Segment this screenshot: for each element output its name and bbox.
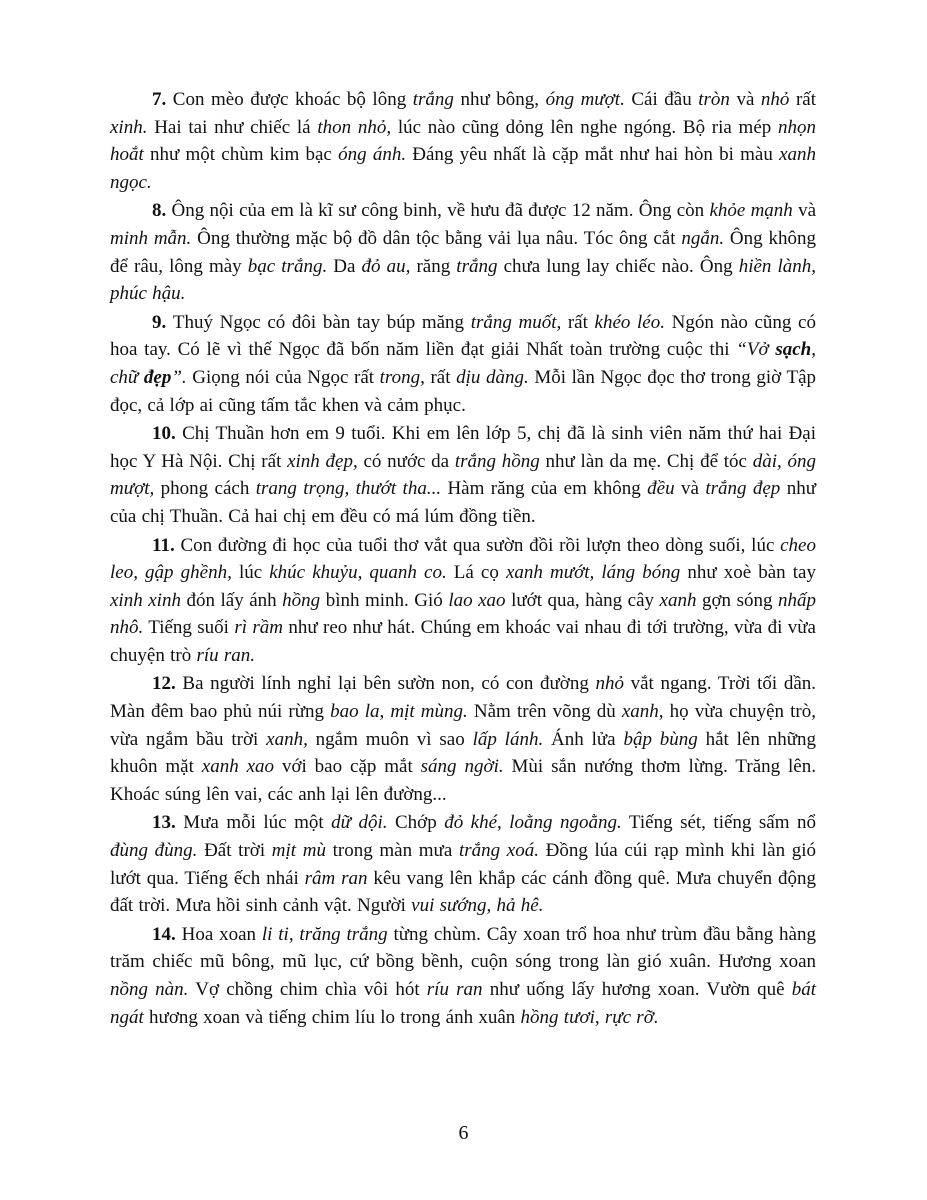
text-segment: như làn da mẹ. Chị để tóc — [539, 450, 753, 472]
paragraph-number: 11. — [152, 534, 181, 556]
paragraph — [110, 86, 816, 196]
text-segment: bát ngát — [110, 979, 816, 1028]
paragraph — [110, 921, 816, 1031]
text-segment: khỏe mạnh — [709, 200, 793, 222]
text-segment: cheo leo, gập ghềnh, — [110, 534, 816, 584]
text-segment: Mỗi lần Ngọc đọc thơ trong giờ Tập đọc, cả lớp ai cũng tấm tắc khen và cảm phục. — [110, 366, 817, 416]
paragraph-number: 10. — [152, 423, 183, 445]
text-segment: từng chùm. Cây xoan trổ hoa như trùm đầu bằng hàng trăm chiếc mũ bông, mũ lục, cứ bồng bềnh, cuộn sóng trong làn gió xuân. Hương xoan — [110, 923, 816, 973]
text-segment: kêu vang lên khắp các cánh đồng quê. Mưa chuyển động đất trời. Mưa hồi sinh cảnh vật. Người — [110, 867, 816, 917]
text-segment: đều — [647, 478, 675, 500]
text-segment: trắng — [412, 89, 454, 110]
text-segment: như reo như hát. Chúng em khoác vai nhau đi tới trường, vừa đi vừa chuyện trò — [110, 617, 816, 666]
text-segment: lao xao — [448, 589, 506, 611]
text-segment: Ông nội của em là kĩ sư công binh, về hưu đã được 12 năm. Ông còn — [171, 200, 710, 222]
text-segment: lúc nào cũng dỏng lên nghe ngóng. Bộ ria mép — [391, 116, 778, 138]
text-segment: xinh xinh — [110, 589, 181, 611]
text-segment: Nằm trên võng dù — [467, 701, 622, 723]
text-segment: vui sướng, hả hê. — [411, 895, 544, 917]
text-segment: xinh đẹp, — [287, 450, 358, 472]
text-segment: Ngón nào cũng có hoa tay. Có lẽ vì thế Ngọc đã bốn năm liền đạt giải Nhất toàn trường cuộc thi — [110, 311, 816, 361]
text-segment: ríu ran. — [196, 644, 256, 666]
text-segment: răng — [410, 255, 457, 277]
text-segment: chưa lung lay chiếc nào. Ông — [497, 255, 739, 277]
text-segment: như uống lấy hương xoan. Vườn quê — [482, 979, 792, 1000]
text-segment: xanh mướt, láng bóng — [505, 562, 681, 584]
text-segment: rì rầm — [234, 617, 283, 639]
text-segment: Mùi sắn nướng thơm lừng. Trăng lên. Khoác súng lên vai, các anh lại lên đường... — [110, 756, 816, 805]
text-segment: và — [792, 200, 817, 222]
text-segment: khúc khuỷu, quanh co. — [269, 562, 447, 584]
text-segment: đón lấy ánh — [180, 589, 283, 611]
paragraph — [110, 309, 816, 419]
text-segment: rất — [561, 311, 595, 333]
text-segment: Hàm răng của em không — [441, 478, 648, 500]
text-segment: trắng hồng — [454, 450, 540, 472]
paragraph — [110, 670, 816, 808]
text-segment: sạch — [775, 339, 812, 361]
text-segment: đùng đùng. — [110, 840, 198, 862]
text-segment: Vợ chồng chim chìa vôi hót — [188, 979, 427, 1000]
text-segment: Chớp — [387, 812, 445, 834]
text-segment: Mưa mỗi lúc một — [183, 812, 332, 834]
paragraph — [110, 809, 816, 919]
text-segment: và — [674, 478, 706, 500]
text-segment: trắng muốt, — [470, 311, 562, 333]
paragraph — [110, 532, 816, 670]
text-segment: hương xoan và tiếng chim líu lo trong ánh xuân — [143, 1006, 521, 1028]
text-segment: ngắm muôn vì sao — [307, 728, 473, 750]
text-segment: , chữ — [110, 339, 816, 388]
text-segment: đẹp — [143, 366, 172, 388]
text-segment: bình minh. Gió — [320, 589, 449, 611]
text-segment: tròn — [698, 89, 730, 110]
text-segment: bạc trắng. — [247, 255, 328, 277]
paragraph-number: 7. — [152, 89, 173, 110]
text-segment: xinh. — [110, 116, 148, 138]
text-segment: như bông, — [453, 89, 546, 110]
text-segment: Lá cọ — [446, 562, 506, 584]
paragraph — [110, 420, 816, 530]
text-segment: rất — [789, 89, 816, 110]
text-segment: xanh, — [621, 701, 664, 723]
text-segment: Con mèo được khoác bộ lông — [172, 89, 413, 110]
text-segment: dữ dội. — [331, 812, 388, 834]
text-segment: óng mượt. — [545, 89, 625, 110]
text-segment: xanh — [659, 589, 697, 611]
text-segment: sáng ngời. — [420, 756, 504, 778]
text-segment: hồng tươi, rực rỡ. — [520, 1006, 659, 1028]
text-segment: phong cách — [154, 478, 256, 500]
text-segment: li ti, trăng trắng — [261, 923, 388, 945]
text-segment: bập bùng — [623, 728, 698, 750]
document-body — [110, 86, 816, 1032]
text-segment: râm ran — [304, 867, 368, 889]
text-segment: mịt mù — [271, 840, 326, 862]
text-segment: như xoè bàn tay — [680, 562, 816, 584]
text-segment: trắng xoá. — [458, 840, 539, 862]
text-segment: Ông không để râu, lông mày — [110, 227, 816, 277]
text-segment: Tiếng suối — [143, 617, 235, 639]
text-segment: Ánh lửa — [543, 728, 624, 750]
text-segment: xanh, — [266, 728, 308, 750]
text-segment: óng ánh. — [338, 144, 407, 166]
text-segment: Tiếng sét, tiếng sấm nổ — [621, 812, 816, 834]
text-segment: Đất trời — [197, 840, 272, 862]
text-segment: trắng — [456, 255, 498, 277]
text-segment: Đáng yêu nhất là cặp mắt như hai hòn bi màu — [406, 144, 780, 166]
text-segment: trắng đẹp — [705, 478, 781, 500]
text-segment: bao la, mịt mùng. — [330, 701, 468, 723]
text-segment: hiền lành, phúc hậu. — [110, 255, 817, 305]
text-segment: có nước da — [357, 450, 455, 472]
text-segment: Da — [327, 255, 362, 277]
paragraph-number: 9. — [152, 311, 173, 333]
text-segment: Thuý Ngọc có đôi bàn tay búp măng — [172, 311, 471, 333]
paragraph-number: 14. — [152, 923, 182, 945]
text-segment: nhọn hoắt — [110, 116, 816, 166]
text-segment: Ông thường mặc bộ đồ dân tộc bằng vải lụa nâu. Tóc ông cắt — [191, 227, 682, 249]
text-segment: lướt qua, hàng cây — [505, 589, 660, 611]
text-segment: đỏ khé, loằng ngoằng. — [444, 812, 622, 834]
text-segment: khéo léo. — [594, 311, 665, 333]
text-segment: thon nhỏ, — [317, 116, 392, 138]
text-segment: xanh ngọc. — [110, 144, 816, 193]
text-segment: như của chị Thuần. Cả hai chị em đều có má lúm đồng tiền. — [110, 478, 816, 527]
text-segment: trong màn mưa — [325, 840, 459, 862]
text-segment: với bao cặp mắt — [274, 756, 421, 778]
text-segment: nhỏ — [760, 89, 790, 110]
text-segment: dài, óng mượt, — [110, 450, 816, 500]
text-segment: lúc — [231, 562, 270, 584]
text-segment: Đồng lúa cúi rạp mình khi làn gió lướt qua. Tiếng ếch nhái — [110, 840, 817, 889]
page-number: 6 — [458, 1122, 469, 1144]
text-segment: họ vừa chuyện trò, vừa ngắm bầu trời — [110, 701, 817, 750]
text-segment: Giọng nói của Ngọc rất — [186, 366, 380, 388]
text-segment: minh mẫn. — [110, 227, 192, 249]
text-segment: như một chùm kim bạc — [143, 144, 339, 166]
text-segment: ngắn. — [681, 227, 725, 249]
text-segment: lấp lánh. — [472, 728, 544, 750]
text-segment: hồng — [282, 589, 321, 611]
text-segment: hắt lên những khuôn mặt — [110, 728, 817, 778]
text-segment: trong, — [379, 366, 425, 388]
text-segment: trang trọng, thướt tha... — [255, 478, 442, 500]
text-segment: vắt ngang. Trời tối dần. Màn đêm bao phủ núi rừng — [110, 673, 817, 723]
text-segment: Ba người lính nghỉ lại bên sườn non, có con đường — [182, 673, 596, 695]
text-segment: ríu ran — [426, 979, 483, 1000]
text-segment: gợn sóng — [696, 589, 778, 611]
text-segment: ”. — [171, 366, 187, 388]
text-segment: nhỏ — [595, 673, 624, 695]
text-segment: Hoa xoan — [181, 923, 262, 945]
text-segment: Cái đầu — [624, 89, 699, 110]
text-segment: Con đường đi học của tuổi thơ vắt qua sườn đồi rồi lượn theo dòng suối, lúc — [180, 534, 781, 556]
paragraph-number: 12. — [152, 673, 183, 695]
text-segment: đỏ au, — [361, 255, 411, 277]
text-segment: nồng nàn. — [110, 979, 189, 1000]
text-segment: xanh xao — [201, 756, 275, 778]
paragraph — [110, 197, 816, 307]
text-segment: và — [729, 89, 761, 110]
text-segment: Chị Thuần hơn em 9 tuổi. Khi em lên lớp 5, chị đã là sinh viên năm thứ hai Đại học Y Hà Nội. Chị rất — [110, 423, 816, 472]
text-segment: dịu dàng. — [456, 366, 529, 388]
text-segment: nhấp nhô. — [110, 589, 816, 639]
paragraph-number: 13. — [152, 812, 184, 834]
text-segment: rất — [424, 366, 457, 388]
text-segment: Hai tai như chiếc lá — [147, 116, 318, 138]
paragraph-number: 8. — [152, 200, 172, 222]
text-segment: “Vở — [736, 339, 776, 361]
